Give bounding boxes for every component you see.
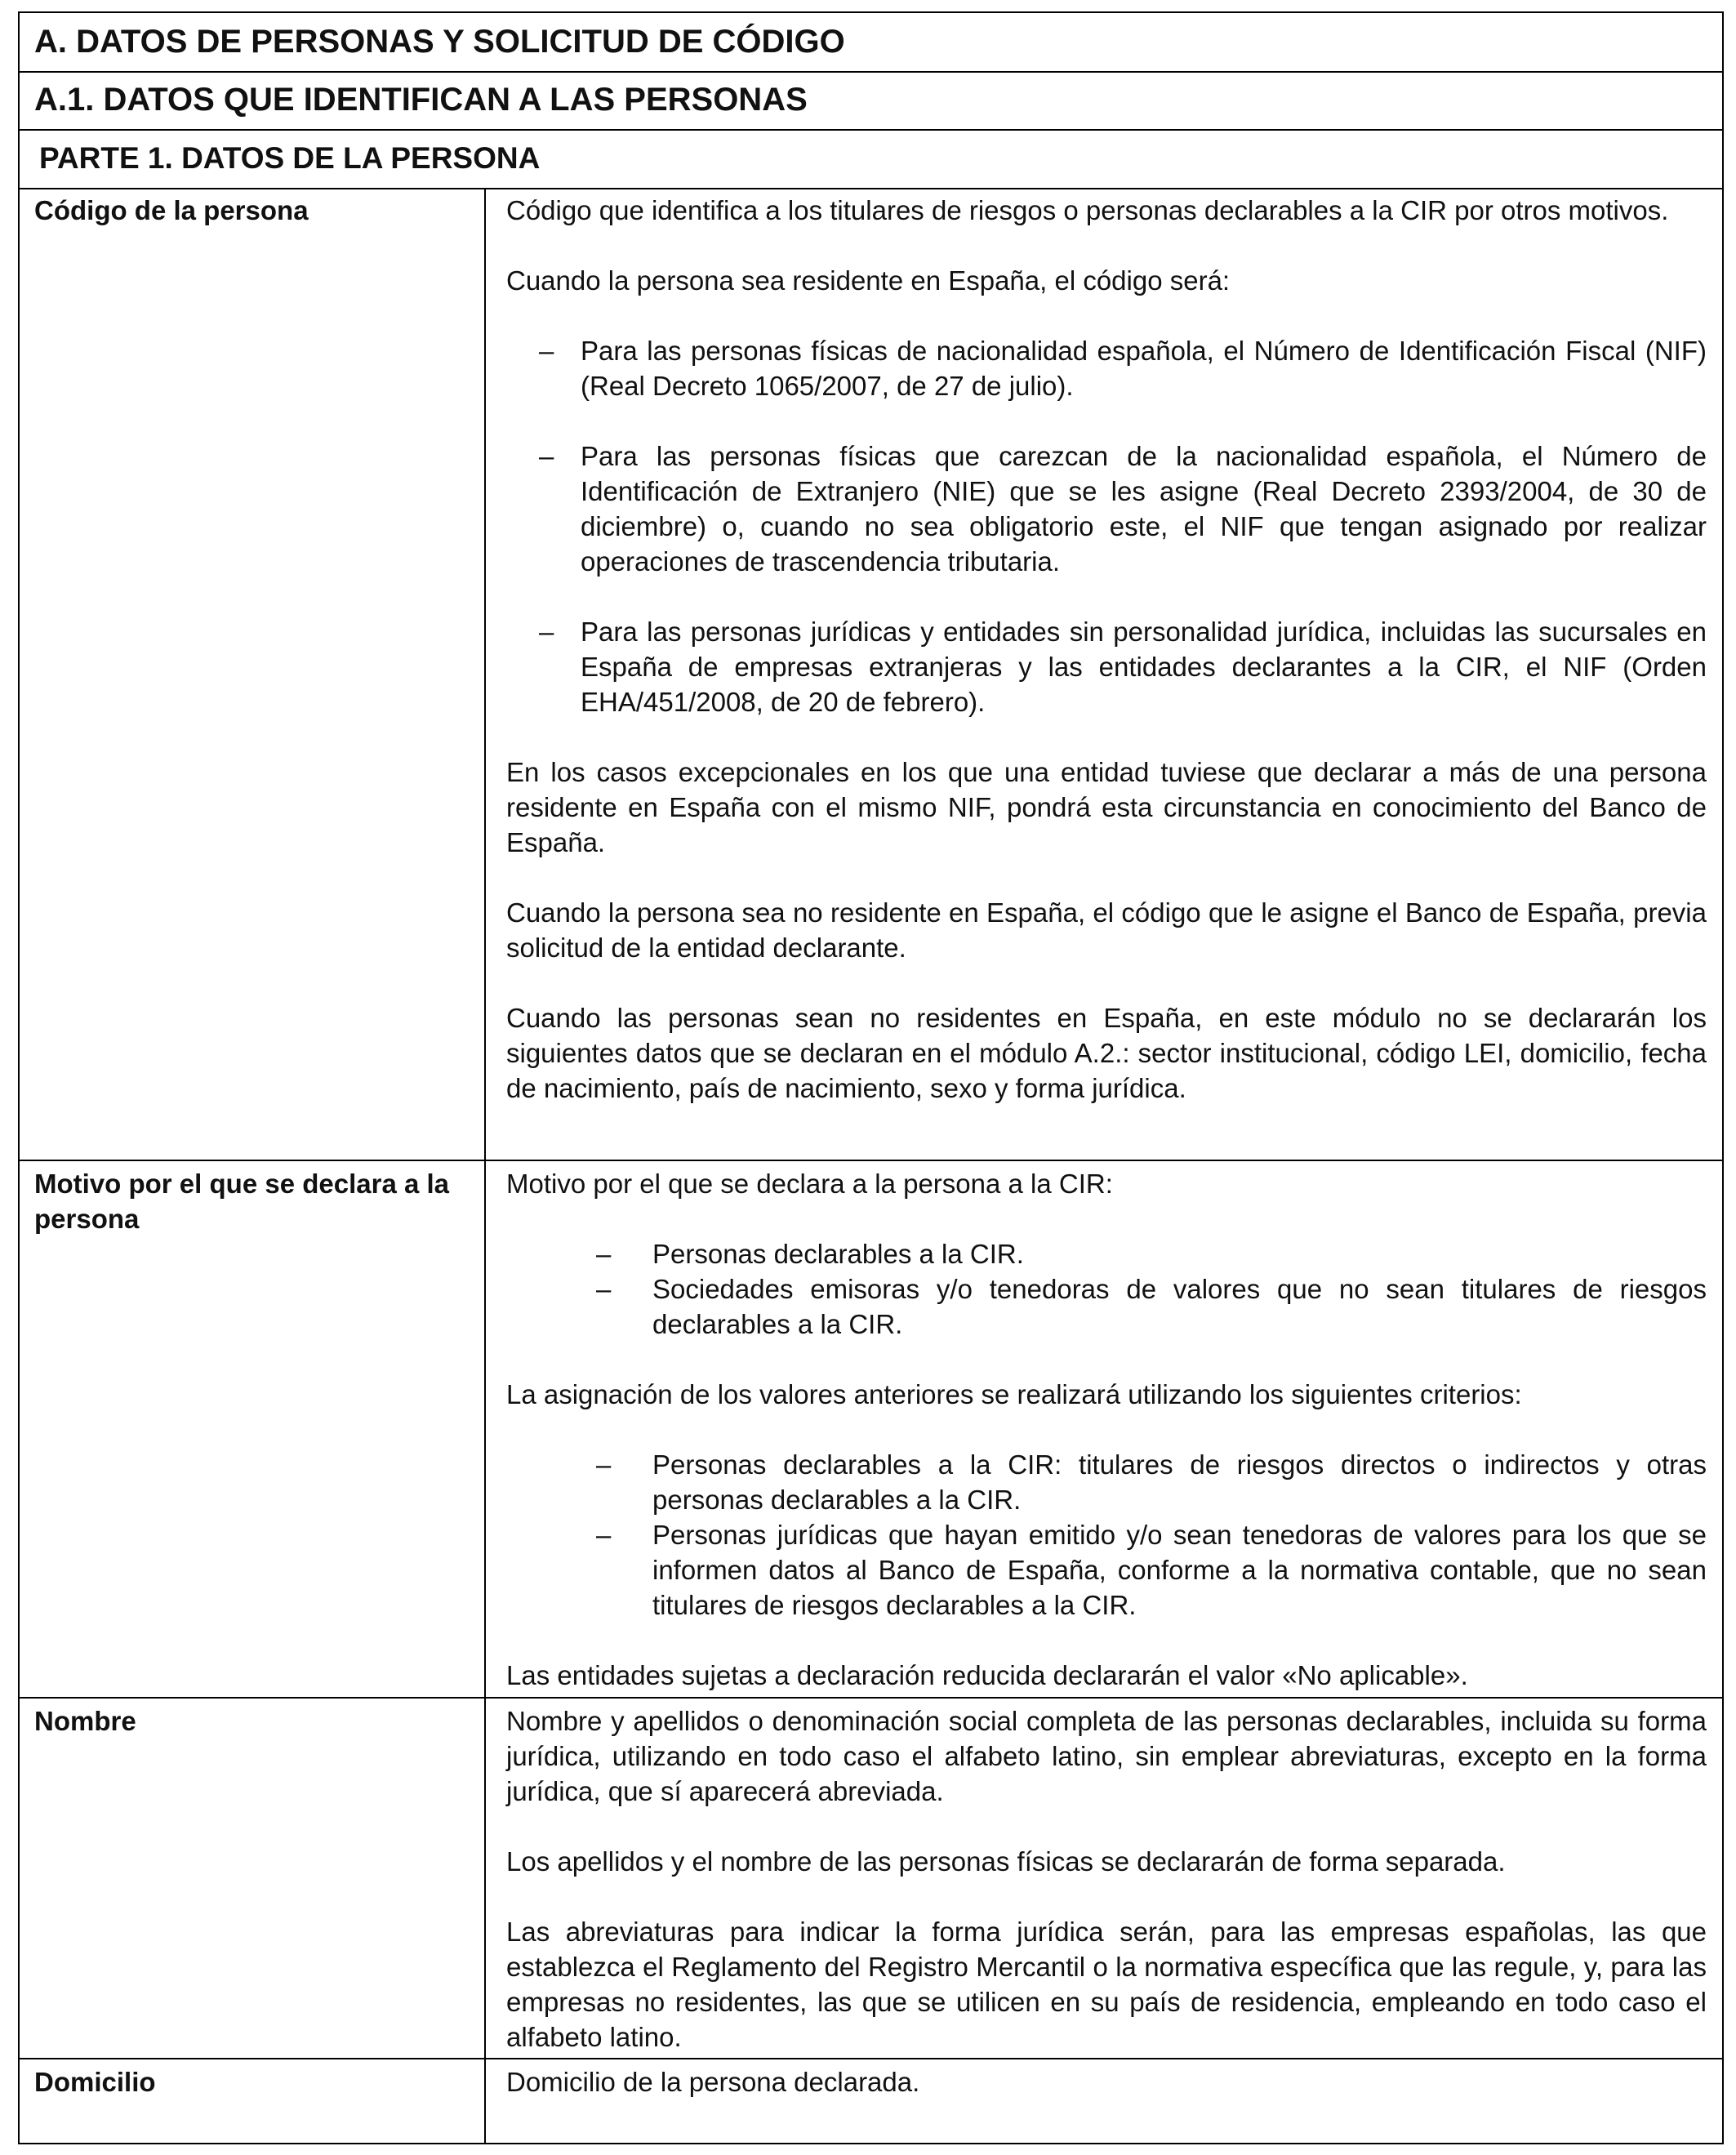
dash-bullet: – [596, 1239, 612, 1269]
paragraph: Cuando la persona sea residente en España, el código será: [506, 265, 1231, 296]
paragraph: Las abreviaturas para indicar la forma jurídica serán, para las empresas españolas, las que establezca el Reglamento del Registro Mercantil o la normativa específica que las regule, y, para las empresas no residentes, las que se utilicen en su país de residencia, empleando en todo caso el alfabeto latino. [506, 1917, 1707, 2052]
field-label-nombre: Nombre [34, 1706, 136, 1736]
field-description-nombre [506, 1703, 1707, 2055]
column-divider [484, 188, 486, 2143]
list-item: – Para las personas físicas que carezcan de la nacionalidad española, el Número de Identificación de Extranjero (NIE) que se les asigne (Real Decreto 2393/2004, de 30 de diciembre) o, cuando no sea obligatorio este, el NIF que tengan asignado por realizar operaciones de trascendencia tributaria. [506, 439, 1707, 579]
list-item: – Personas declarables a la CIR: titulares de riesgos directos o indirectos y otras personas declarables a la CIR. [506, 1447, 1707, 1517]
dash-bullet: – [596, 1274, 612, 1304]
dash-bullet: – [539, 336, 554, 366]
paragraph: Motivo por el que se declara a la persona a la CIR: [506, 1169, 1113, 1199]
document-table [18, 11, 1724, 2144]
dash-bullet: – [539, 617, 554, 647]
row-divider [20, 2058, 1722, 2059]
field-description-domicilio [506, 2064, 1707, 2099]
paragraph: Cuando la persona sea no residente en España, el código que le asigne el Banco de España, previa solicitud de la entidad declarante. [506, 897, 1707, 963]
field-label-motivo: Motivo por el que se declara a la persona [34, 1169, 450, 1234]
paragraph: Nombre y apellidos o denominación social completa de las personas declarables, incluida su forma jurídica, utilizando en todo caso el alfabeto latino, sin emplear abreviaturas, excepto en la forma jurídica, que sí aparecerá abreviada. [506, 1706, 1707, 1806]
paragraph: En los casos excepcionales en los que una entidad tuviese que declarar a más de una persona residente en España con el mismo NIF, pondrá esta circunstancia en conocimiento del Banco de España. [506, 757, 1707, 857]
paragraph: Cuando las personas sean no residentes en España, en este módulo no se declararán los siguientes datos que se declaran en el módulo A.2.: sector institucional, código LEI, domicilio, fecha de nacimiento, país de nacimiento, sexo y forma jurídica. [506, 1003, 1707, 1103]
list-item: – Para las personas jurídicas y entidades sin personalidad jurídica, incluidas las sucursales en España de empresas extranjeras y las entidades declarantes a la CIR, el NIF (Orden EHA/451/2008, de 20 de febrero). [506, 614, 1707, 719]
list-item: – Para las personas físicas de nacionalidad española, el Número de Identificación Fiscal (NIF) (Real Decreto 1065/2007, de 27 de julio). [506, 333, 1707, 403]
list-item: – Personas jurídicas que hayan emitido y/o sean tenedoras de valores para los que se informen datos al Banco de España, conforme a la normativa contable, que no sean titulares de riesgos declarables a la CIR. [506, 1517, 1707, 1623]
part-heading: PARTE 1. DATOS DE LA PERSONA [20, 129, 1722, 189]
paragraph: Los apellidos y el nombre de las personas físicas se declararán de forma separada. [506, 1846, 1506, 1877]
paragraph: Domicilio de la persona declarada. [506, 2067, 920, 2097]
field-description-motivo [506, 1166, 1707, 1693]
field-label-domicilio: Domicilio [34, 2067, 156, 2097]
dash-bullet: – [596, 1520, 612, 1550]
list-item: – Sociedades emisoras y/o tenedoras de valores que no sean titulares de riesgos declarables a la CIR. [506, 1271, 1707, 1342]
paragraph: La asignación de los valores anteriores se realizará utilizando los siguientes criterios: [506, 1379, 1522, 1409]
row-divider [20, 1697, 1722, 1699]
row-divider [20, 1160, 1722, 1161]
field-label-codigo: Código de la persona [34, 195, 309, 225]
field-description-codigo [506, 193, 1707, 1106]
dash-bullet: – [596, 1449, 612, 1480]
section-heading-a1: A.1. DATOS QUE IDENTIFICAN A LAS PERSONAS [20, 71, 1722, 131]
section-heading-a: A. DATOS DE PERSONAS Y SOLICITUD DE CÓDIGO [20, 13, 1722, 73]
list-item: – Personas declarables a la CIR. [506, 1236, 1707, 1271]
paragraph: Las entidades sujetas a declaración reducida declararán el valor «No aplicable». [506, 1660, 1468, 1690]
dash-bullet: – [539, 441, 554, 471]
paragraph: Código que identifica a los titulares de riesgos o personas declarables a la CIR por otros motivos. [506, 195, 1669, 225]
